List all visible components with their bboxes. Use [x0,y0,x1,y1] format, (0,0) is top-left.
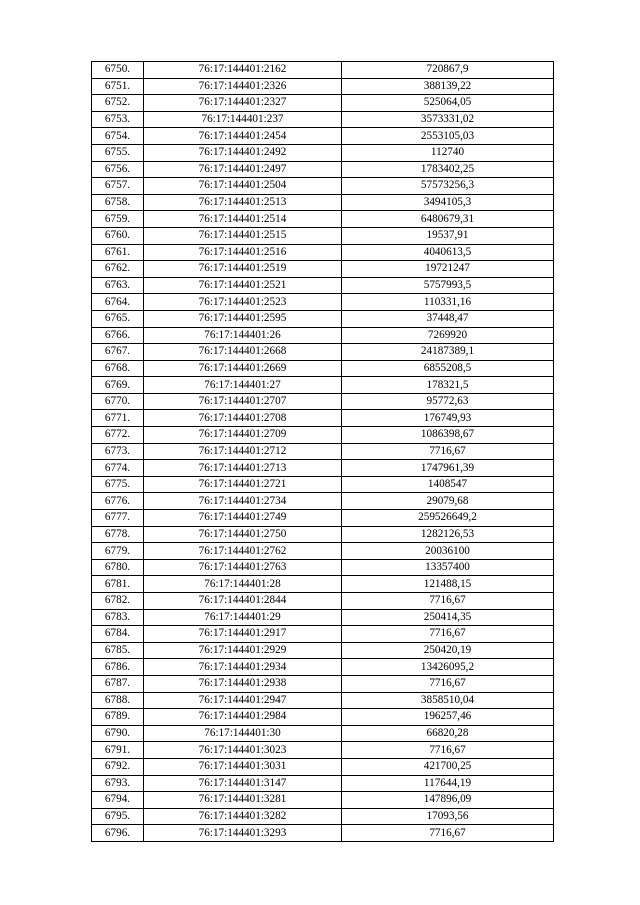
cadastral-number: 76:17:144401:2521 [144,277,342,294]
cadastral-number: 76:17:144401:2984 [144,709,342,726]
table-row [92,758,554,775]
cadastral-value-table [91,61,554,842]
row-number: 6794. [92,792,144,809]
table-row [92,792,554,809]
cadastral-value: 388139,22 [342,78,554,95]
cadastral-number: 76:17:144401:2454 [144,128,342,145]
cadastral-value: 37448,47 [342,310,554,327]
table-row [92,543,554,560]
cadastral-number: 76:17:144401:26 [144,327,342,344]
cadastral-value: 176749,93 [342,410,554,427]
cadastral-value: 7269920 [342,327,554,344]
cadastral-value: 24187389,1 [342,344,554,361]
table-row [92,476,554,493]
row-number: 6784. [92,626,144,643]
row-number: 6777. [92,510,144,527]
cadastral-value: 7716,67 [342,593,554,610]
row-number: 6788. [92,692,144,709]
cadastral-number: 76:17:144401:2763 [144,559,342,576]
table-row [92,62,554,79]
cadastral-number: 76:17:144401:2917 [144,626,342,643]
cadastral-value: 7716,67 [342,675,554,692]
table-row [92,460,554,477]
cadastral-number: 76:17:144401:2523 [144,294,342,311]
row-number: 6771. [92,410,144,427]
cadastral-value: 3573331,02 [342,111,554,128]
cadastral-value: 19537,91 [342,227,554,244]
table-row [92,742,554,759]
cadastral-number: 76:17:144401:2514 [144,211,342,228]
cadastral-value: 29079,68 [342,493,554,510]
cadastral-value: 1747961,39 [342,460,554,477]
table-row [92,277,554,294]
cadastral-number: 76:17:144401:2844 [144,593,342,610]
row-number: 6775. [92,476,144,493]
row-number: 6750. [92,62,144,79]
cadastral-value: 57573256,3 [342,178,554,195]
row-number: 6780. [92,559,144,576]
cadastral-number: 76:17:144401:2513 [144,194,342,211]
cadastral-value: 1282126,53 [342,526,554,543]
table-row [92,692,554,709]
row-number: 6768. [92,360,144,377]
table-row [92,261,554,278]
row-number: 6789. [92,709,144,726]
table-row [92,510,554,527]
cadastral-value: 147896,09 [342,792,554,809]
row-number: 6752. [92,95,144,112]
row-number: 6773. [92,443,144,460]
cadastral-number: 76:17:144401:3293 [144,825,342,842]
cadastral-value: 7716,67 [342,626,554,643]
cadastral-value: 7716,67 [342,443,554,460]
table-row [92,161,554,178]
table-row [92,443,554,460]
table-row [92,393,554,410]
table-row [92,227,554,244]
row-number: 6762. [92,261,144,278]
cadastral-number: 76:17:144401:2504 [144,178,342,195]
row-number: 6791. [92,742,144,759]
table-row [92,493,554,510]
table-row [92,144,554,161]
cadastral-number: 76:17:144401:2162 [144,62,342,79]
cadastral-value: 112740 [342,144,554,161]
table-row [92,111,554,128]
cadastral-number: 76:17:144401:2709 [144,427,342,444]
table-row [92,178,554,195]
table-row [92,725,554,742]
table-row [92,410,554,427]
row-number: 6796. [92,825,144,842]
table-row [92,659,554,676]
row-number: 6755. [92,144,144,161]
row-number: 6772. [92,427,144,444]
cadastral-number: 76:17:144401:2929 [144,642,342,659]
row-number: 6781. [92,576,144,593]
cadastral-number: 76:17:144401:3023 [144,742,342,759]
row-number: 6769. [92,377,144,394]
cadastral-value: 117644,19 [342,775,554,792]
table-row [92,427,554,444]
cadastral-value: 2553105,03 [342,128,554,145]
table-row [92,327,554,344]
row-number: 6756. [92,161,144,178]
cadastral-value: 20036100 [342,543,554,560]
cadastral-number: 76:17:144401:2708 [144,410,342,427]
table-row [92,825,554,842]
row-number: 6776. [92,493,144,510]
cadastral-value: 720867,9 [342,62,554,79]
cadastral-number: 76:17:144401:2669 [144,360,342,377]
cadastral-value: 110331,16 [342,294,554,311]
row-number: 6793. [92,775,144,792]
cadastral-number: 76:17:144401:2492 [144,144,342,161]
table-row [92,709,554,726]
cadastral-value: 525064,05 [342,95,554,112]
cadastral-value: 13357400 [342,559,554,576]
row-number: 6759. [92,211,144,228]
cadastral-value: 95772,63 [342,393,554,410]
table-row [92,526,554,543]
cadastral-value: 66820,28 [342,725,554,742]
table-row [92,78,554,95]
row-number: 6757. [92,178,144,195]
cadastral-value: 1783402,25 [342,161,554,178]
row-number: 6763. [92,277,144,294]
table-row [92,294,554,311]
row-number: 6765. [92,310,144,327]
table-row [92,377,554,394]
row-number: 6753. [92,111,144,128]
cadastral-number: 76:17:144401:2721 [144,476,342,493]
row-number: 6787. [92,675,144,692]
cadastral-number: 76:17:144401:3282 [144,808,342,825]
row-number: 6760. [92,227,144,244]
table-row [92,559,554,576]
table-row [92,360,554,377]
table-row [92,675,554,692]
table-row [92,775,554,792]
cadastral-number: 76:17:144401:3031 [144,758,342,775]
table-row [92,128,554,145]
cadastral-value: 259526649,2 [342,510,554,527]
table-row [92,244,554,261]
cadastral-number: 76:17:144401:28 [144,576,342,593]
table-row [92,593,554,610]
cadastral-value: 19721247 [342,261,554,278]
cadastral-value: 17093,56 [342,808,554,825]
cadastral-value: 4040613,5 [342,244,554,261]
table-row [92,576,554,593]
cadastral-value: 196257,46 [342,709,554,726]
table-row [92,211,554,228]
cadastral-number: 76:17:144401:3281 [144,792,342,809]
cadastral-number: 76:17:144401:3147 [144,775,342,792]
cadastral-number: 76:17:144401:2595 [144,310,342,327]
row-number: 6778. [92,526,144,543]
cadastral-number: 76:17:144401:2707 [144,393,342,410]
cadastral-value: 3858510,04 [342,692,554,709]
cadastral-value: 6480679,31 [342,211,554,228]
row-number: 6795. [92,808,144,825]
cadastral-number: 76:17:144401:2938 [144,675,342,692]
cadastral-number: 76:17:144401:2712 [144,443,342,460]
cadastral-number: 76:17:144401:2515 [144,227,342,244]
cadastral-value: 3494105,3 [342,194,554,211]
cadastral-number: 76:17:144401:2713 [144,460,342,477]
cadastral-number: 76:17:144401:2750 [144,526,342,543]
row-number: 6770. [92,393,144,410]
table-row [92,344,554,361]
table-row [92,808,554,825]
cadastral-number: 76:17:144401:2762 [144,543,342,560]
table-body [92,62,554,842]
row-number: 6767. [92,344,144,361]
cadastral-number: 76:17:144401:2668 [144,344,342,361]
table-row [92,609,554,626]
cadastral-value: 7716,67 [342,825,554,842]
cadastral-number: 76:17:144401:2326 [144,78,342,95]
cadastral-number: 76:17:144401:237 [144,111,342,128]
cadastral-number: 76:17:144401:2497 [144,161,342,178]
cadastral-number: 76:17:144401:27 [144,377,342,394]
row-number: 6790. [92,725,144,742]
table-row [92,642,554,659]
cadastral-value: 250420,19 [342,642,554,659]
table-row [92,194,554,211]
cadastral-value: 13426095,2 [342,659,554,676]
row-number: 6754. [92,128,144,145]
table-row [92,626,554,643]
cadastral-number: 76:17:144401:30 [144,725,342,742]
table-row [92,95,554,112]
cadastral-number: 76:17:144401:2516 [144,244,342,261]
row-number: 6761. [92,244,144,261]
row-number: 6792. [92,758,144,775]
cadastral-number: 76:17:144401:2749 [144,510,342,527]
cadastral-value: 178321,5 [342,377,554,394]
cadastral-value: 1086398,67 [342,427,554,444]
cadastral-value: 121488,15 [342,576,554,593]
row-number: 6782. [92,593,144,610]
cadastral-number: 76:17:144401:2934 [144,659,342,676]
cadastral-value: 5757993,5 [342,277,554,294]
cadastral-value: 1408547 [342,476,554,493]
table-row [92,310,554,327]
row-number: 6764. [92,294,144,311]
row-number: 6774. [92,460,144,477]
row-number: 6783. [92,609,144,626]
row-number: 6785. [92,642,144,659]
cadastral-number: 76:17:144401:2947 [144,692,342,709]
row-number: 6758. [92,194,144,211]
row-number: 6751. [92,78,144,95]
row-number: 6779. [92,543,144,560]
row-number: 6786. [92,659,144,676]
cadastral-number: 76:17:144401:2327 [144,95,342,112]
row-number: 6766. [92,327,144,344]
cadastral-number: 76:17:144401:29 [144,609,342,626]
cadastral-value: 6855208,5 [342,360,554,377]
cadastral-value: 7716,67 [342,742,554,759]
cadastral-number: 76:17:144401:2519 [144,261,342,278]
cadastral-value: 421700,25 [342,758,554,775]
cadastral-number: 76:17:144401:2734 [144,493,342,510]
cadastral-value: 250414,35 [342,609,554,626]
